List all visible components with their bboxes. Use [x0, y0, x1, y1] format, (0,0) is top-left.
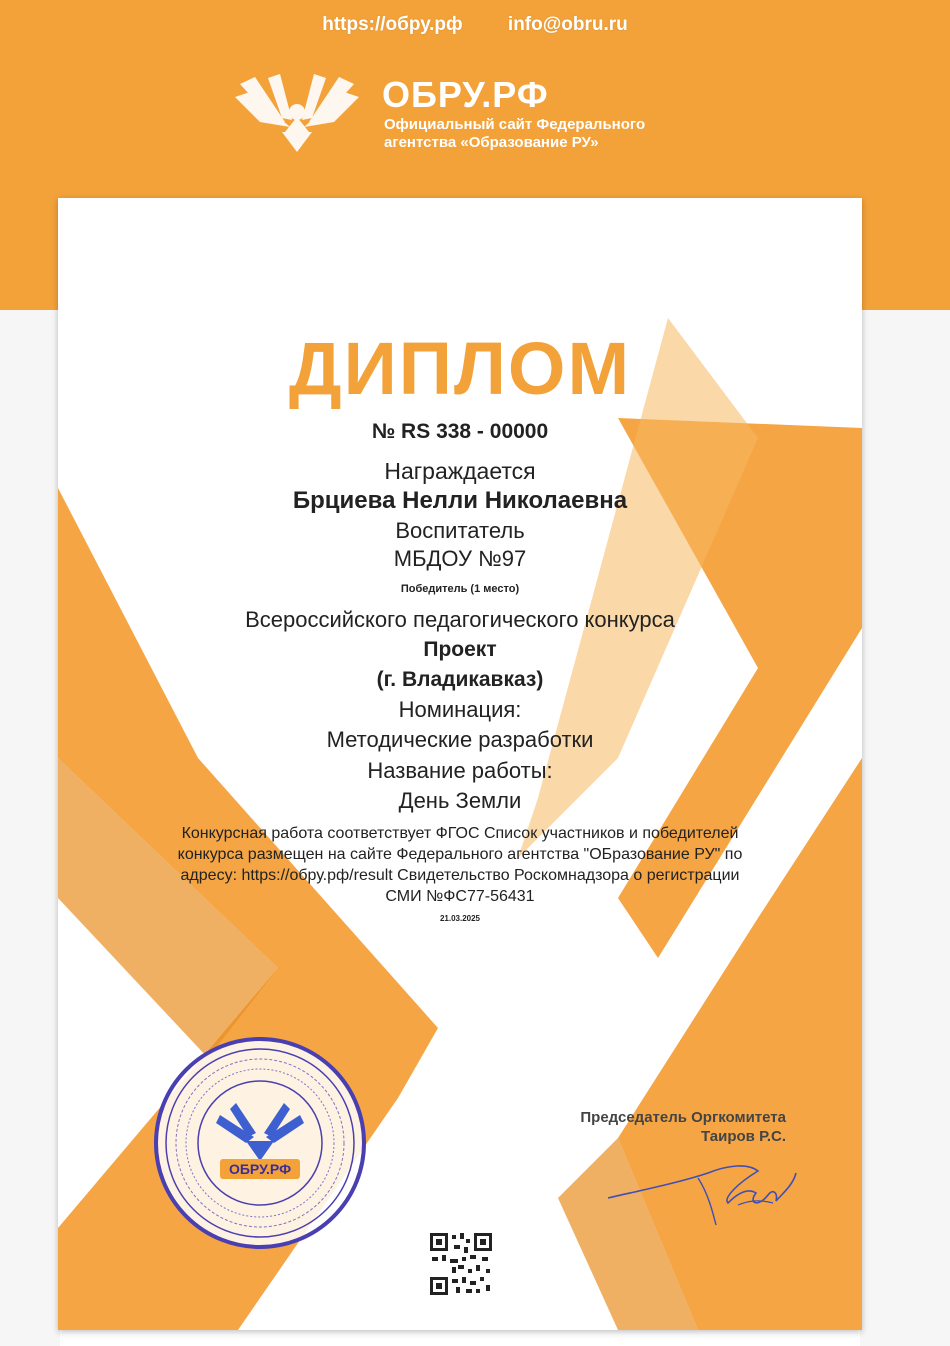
awarded-label: Награждается — [384, 458, 536, 484]
right-margin — [860, 310, 950, 1346]
handwritten-signature — [598, 1143, 798, 1228]
site-logo — [230, 72, 750, 162]
logo-title: ОБРУ.РФ — [382, 74, 549, 115]
signature-name: Таиров Р.С. — [701, 1128, 786, 1145]
note-line-1: Конкурсная работа соответствует ФГОС Список участников и победителей — [181, 825, 739, 842]
recipient-organization: МБДОУ №97 — [393, 546, 527, 571]
diploma-sheet — [58, 198, 862, 1330]
recipient-name: Брциева Нелли Николаевна — [292, 487, 628, 514]
work-title-label: Название работы: — [367, 758, 553, 783]
contest-note — [58, 823, 862, 907]
qr-code[interactable] — [428, 1231, 494, 1297]
nomination-label: Номинация: — [398, 697, 522, 722]
contest-label: Всероссийского педагогического конкурса — [245, 607, 675, 632]
official-stamp — [150, 1033, 370, 1253]
contest-city: (г. Владикавказ) — [376, 668, 544, 691]
signature-label — [536, 1108, 786, 1146]
stamp-logo-text: ОБРУ.РФ — [228, 1161, 292, 1177]
nomination-value: Методические разработки — [326, 727, 594, 752]
work-title-value: День Земли — [398, 788, 522, 813]
note-line-4: СМИ №ФС77-56431 — [385, 888, 535, 905]
logo-subtitle — [384, 116, 645, 152]
header-links — [0, 14, 950, 36]
logo-subtitle-line-2: агентства «Образование РУ» — [384, 134, 599, 151]
site-url-link[interactable]: https://обру.рф — [322, 14, 463, 35]
logo-subtitle-line-1: Официальный сайт Федерального — [384, 116, 646, 133]
email-link[interactable]: info@obru.ru — [507, 14, 628, 35]
left-margin — [0, 310, 60, 1346]
note-line-3: адресу: https://обру.рф/result Свидетельство Роскомнадзора о регистрации — [180, 867, 740, 884]
recipient-position: Воспитатель — [395, 518, 525, 543]
note-line-2: конкурса размещен на сайте Федерального агентства "ОБразование РУ" по — [177, 846, 743, 863]
eagle-logo-icon — [230, 72, 365, 157]
signature-title: Председатель Оргкомитета — [580, 1109, 786, 1126]
issue-date: 21.03.2025 — [439, 914, 481, 923]
diploma-title: ДИПЛОМ — [288, 327, 632, 410]
diploma-number: № RS 338 - 00000 — [371, 420, 549, 443]
award-place: Победитель (1 место) — [400, 583, 520, 595]
contest-name: Проект — [423, 638, 497, 661]
